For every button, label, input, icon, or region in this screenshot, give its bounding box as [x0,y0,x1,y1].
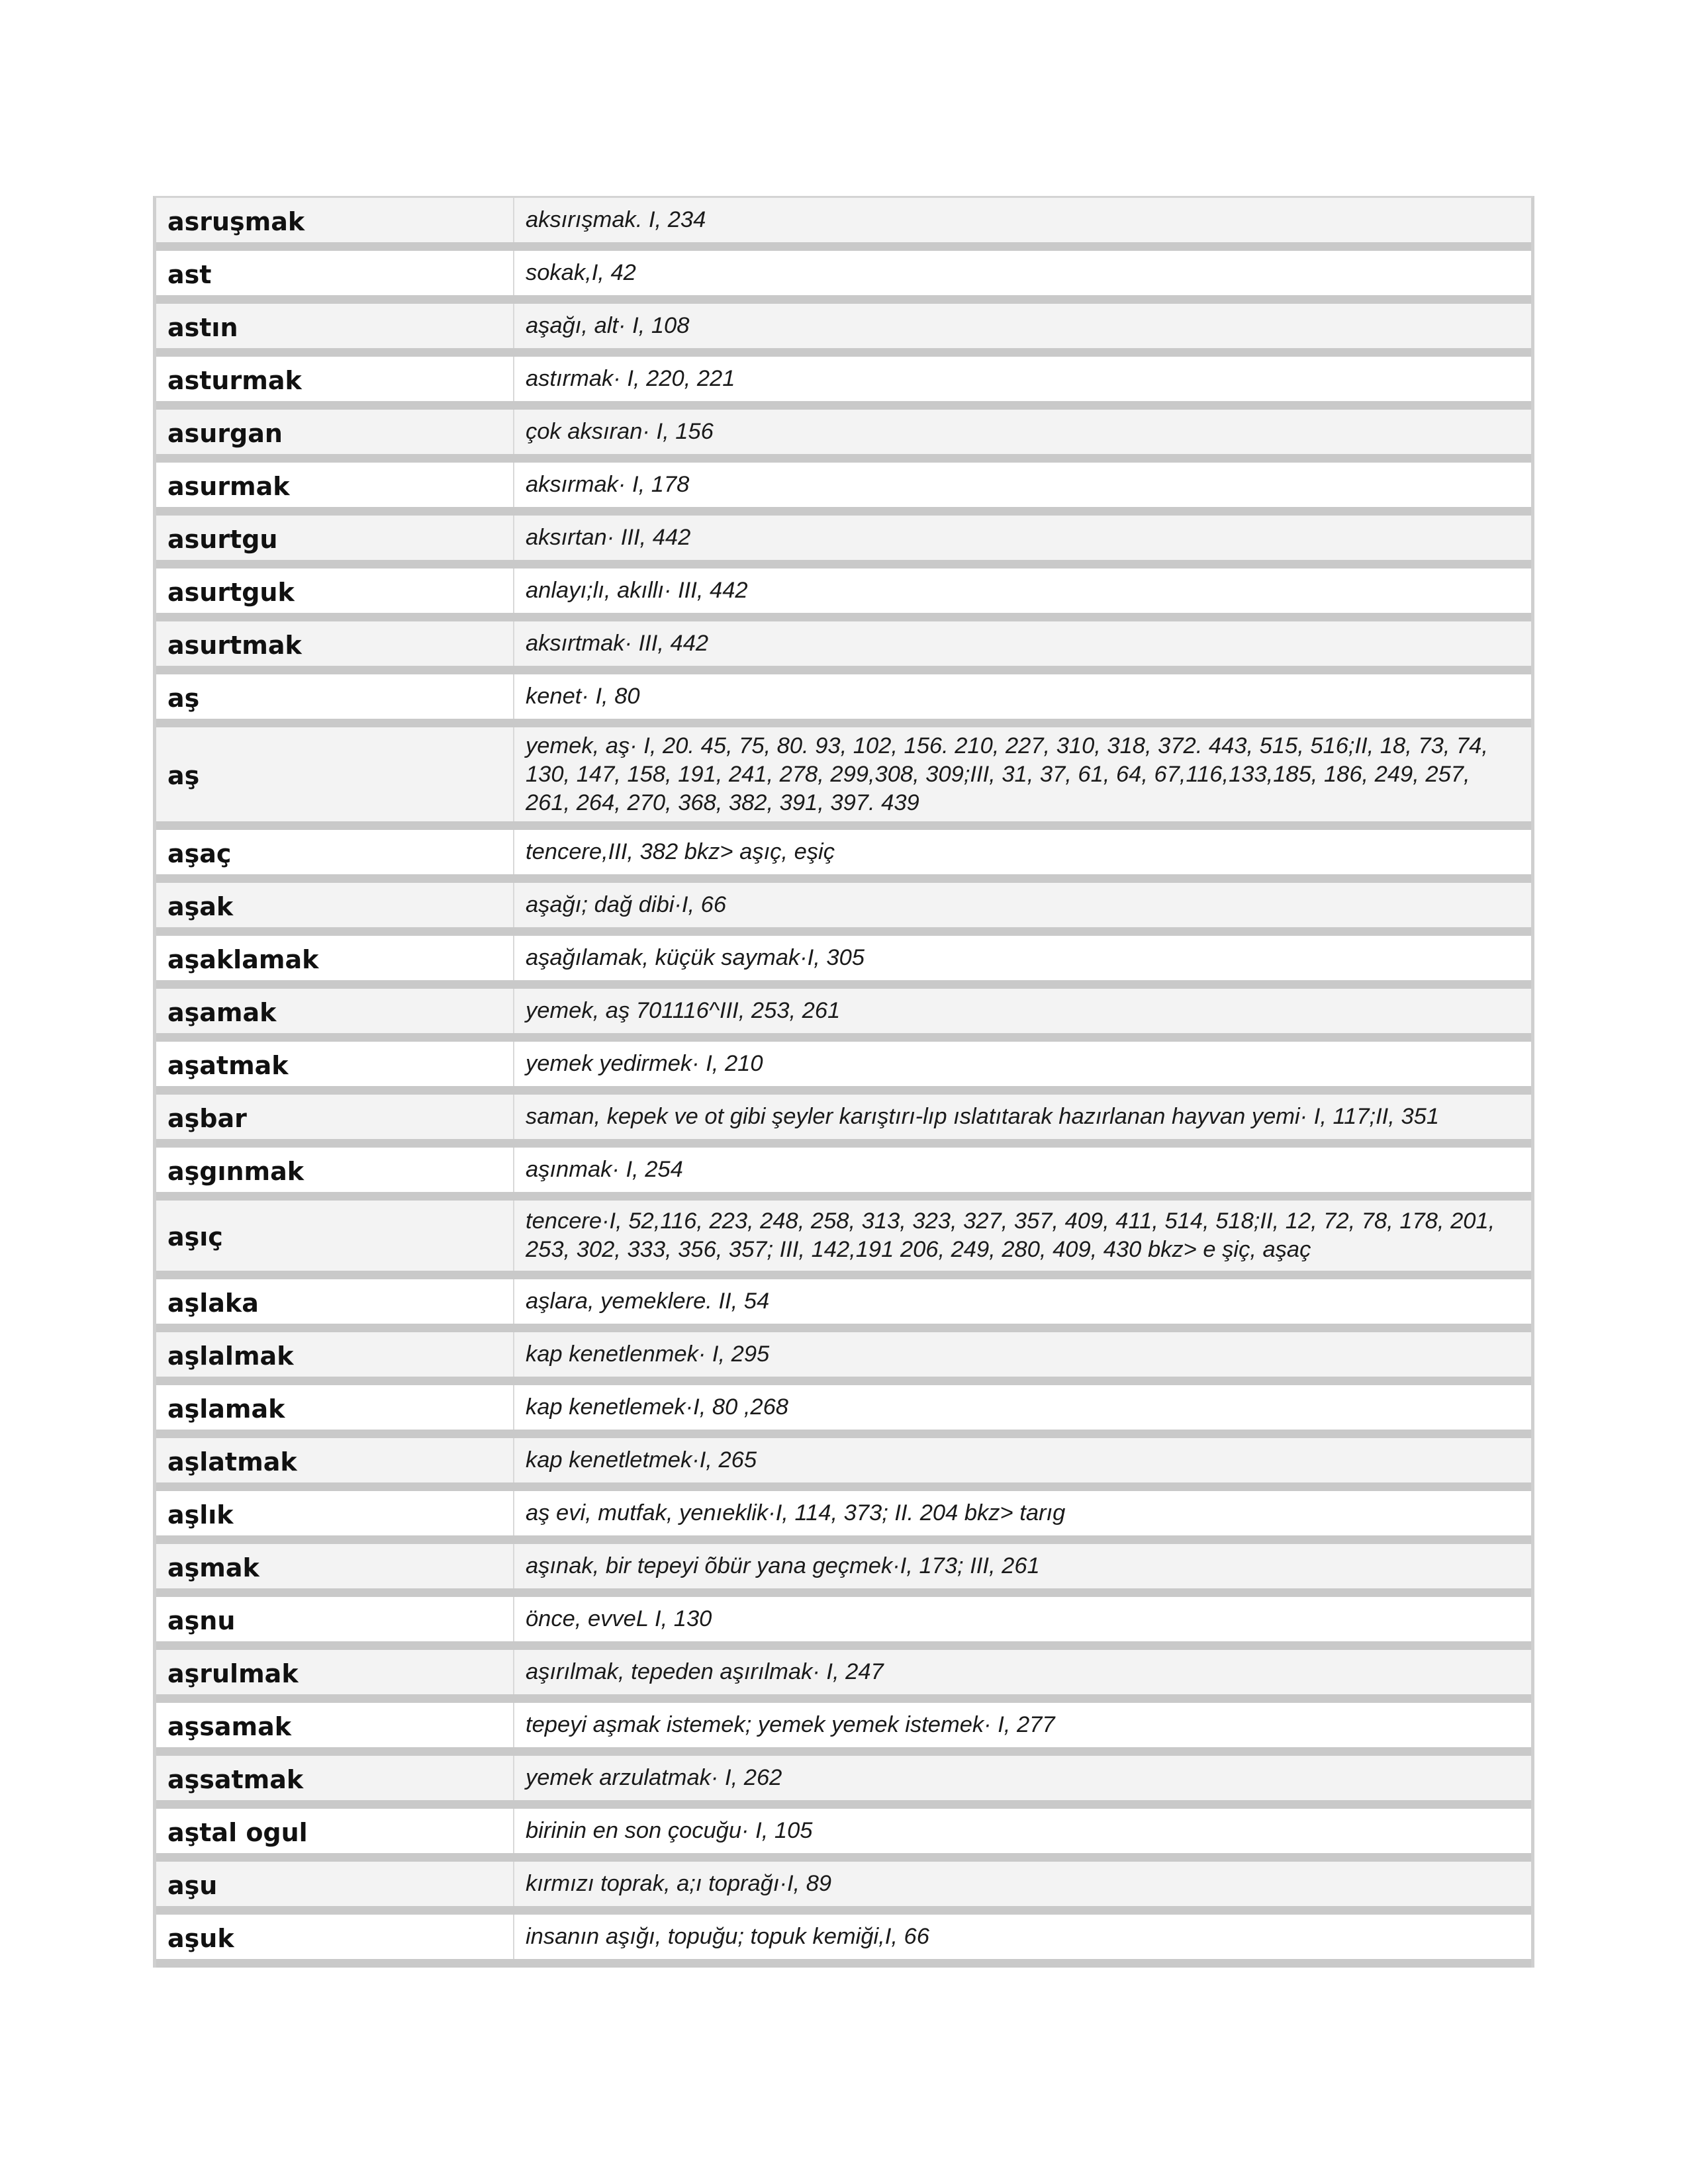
entry-term: aşu [156,1862,514,1906]
table-row [156,1279,1531,1332]
entry-definition: aş evi, mutfak, yenıeklik·I, 114, 373; II. 204 bkz> tarıg [526,1500,1066,1525]
entry-term: aşlaka [156,1279,514,1324]
table-row [156,830,1531,883]
table-row [156,1597,1531,1650]
table-row [156,1385,1531,1438]
entry-term: asurtguk [156,569,514,613]
table-row [156,357,1531,410]
entry-term: aş [156,727,514,821]
entry-term: aşak [156,883,514,927]
entry-term: aştal ogul [156,1809,514,1853]
entry-term: aşnu [156,1597,514,1641]
table-row [156,674,1531,727]
entry-term: aşlamak [156,1385,514,1430]
table-row [156,1862,1531,1915]
table-row [156,463,1531,516]
entry-term: aşaklamak [156,936,514,980]
entry-definition: aksırışmak. I, 234 [526,207,706,232]
entry-definition: kırmızı toprak, a;ı toprağı·I, 89 [526,1871,832,1896]
entry-term: aşlatmak [156,1438,514,1482]
table-row [156,1544,1531,1597]
table-row [156,198,1531,251]
entry-definition: aksırtmak· III, 442 [526,631,709,656]
entry-term: asturmak [156,357,514,401]
entry-definition: kap kenetlemek·I, 80 ,268 [526,1394,788,1420]
entry-definition: anlayı;lı, akıllı· III, 442 [526,578,748,603]
entry-term: aşrulmak [156,1650,514,1694]
entry-term: aşsamak [156,1703,514,1747]
table-row [156,251,1531,304]
entry-term: aşlalmak [156,1332,514,1377]
entry-definition: tencere·I, 52,116, 223, 248, 258, 313, 323, 327, 357, 409, 411, 514, 518;II, 12, 72, 78, 178, 201, 253, 302, 333, 356, 357; III, 142,191 206, 249, 280, 409, 430 bkz> e şiç, aşaç [526,1208,1495,1262]
entry-definition: aşağı; dağ dibi·I, 66 [526,892,727,917]
entry-definition: kap kenetlenmek· I, 295 [526,1342,770,1367]
table-row [156,304,1531,357]
entry-term: asruşmak [156,198,514,242]
entry-definition: yemek arzulatmak· I, 262 [526,1765,782,1790]
entry-term: aşıç [156,1201,514,1271]
entry-term: aşsatmak [156,1756,514,1800]
entry-definition: tencere,III, 382 bkz> aşıç, eşiç [526,839,835,864]
entry-term: astın [156,304,514,348]
table-row [156,1809,1531,1862]
entry-definition: insanın aşığı, topuğu; topuk kemiği,I, 66 [526,1924,929,1949]
table-row [156,1332,1531,1385]
table-row [156,1095,1531,1148]
entry-definition: yemek, aş· I, 20. 45, 75, 80. 93, 102, 156. 210, 227, 310, 318, 372. 443, 515, 516;II, 18, 73, 74, 130, 147, 158, 191, 241, 278, 299,308, 309;III, 31, 37, 61, 64, 67,116,133,185, 186, 249, 257, 261, 264, 270, 368, 382, 391, 397. 439 [526,733,1488,815]
table-row [156,516,1531,569]
entry-definition: önce, evveL I, 130 [526,1606,712,1631]
table-row [156,1756,1531,1809]
entry-term: aşatmak [156,1042,514,1086]
entry-definition: aşırılmak, tepeden aşırılmak· I, 247 [526,1659,884,1684]
table-row [156,1915,1531,1968]
entry-definition: aşınmak· I, 254 [526,1157,683,1182]
entry-definition: kenet· I, 80 [526,684,640,709]
entry-definition: aksırtan· III, 442 [526,525,691,550]
table-row [156,1148,1531,1201]
table-row [156,410,1531,463]
table-row [156,621,1531,674]
entry-definition: sokak,I, 42 [526,260,636,285]
entry-term: aşgınmak [156,1148,514,1192]
table-row [156,936,1531,989]
entry-definition: kap kenetletmek·I, 265 [526,1447,757,1473]
entry-term: aşbar [156,1095,514,1139]
entry-term: aşlık [156,1491,514,1535]
table-row [156,1703,1531,1756]
entry-definition: çok aksıran· I, 156 [526,419,714,444]
table-row [156,1201,1531,1279]
entry-definition: astırmak· I, 220, 221 [526,366,735,391]
table-row [156,727,1531,830]
entry-term: aşmak [156,1544,514,1588]
entry-term: aşaç [156,830,514,874]
entry-definition: yemek yedirmek· I, 210 [526,1051,763,1076]
entry-definition: birinin en son çocuğu· I, 105 [526,1818,813,1843]
dictionary-table [153,196,1534,1968]
entry-definition: aksırmak· I, 178 [526,472,690,497]
entry-definition: aşağı, alt· I, 108 [526,313,690,338]
entry-definition: aşağılamak, küçük saymak·I, 305 [526,945,865,970]
table-row [156,569,1531,621]
entry-term: aş [156,674,514,719]
table-row [156,1650,1531,1703]
table-row [156,1491,1531,1544]
entry-definition: aşlara, yemeklere. II, 54 [526,1289,770,1314]
entry-term: asurmak [156,463,514,507]
entry-term: asurgan [156,410,514,454]
table-row [156,1438,1531,1491]
entry-term: ast [156,251,514,295]
entry-definition: tepeyi aşmak istemek; yemek yemek istemek· I, 277 [526,1712,1055,1737]
entry-term: aşuk [156,1915,514,1959]
entry-definition: yemek, aş 701116^III, 253, 261 [526,998,841,1023]
table-row [156,989,1531,1042]
entry-term: aşamak [156,989,514,1033]
table-row [156,1042,1531,1095]
entry-definition: aşınak, bir tepeyi õbür yana geçmek·I, 173; III, 261 [526,1553,1040,1578]
table-row [156,883,1531,936]
entry-term: asurtgu [156,516,514,560]
entry-term: asurtmak [156,621,514,666]
entry-definition: saman, kepek ve ot gibi şeyler karıştırı-lıp ıslatıtarak hazırlanan hayvan yemi· I, 117;II, 351 [526,1104,1439,1129]
